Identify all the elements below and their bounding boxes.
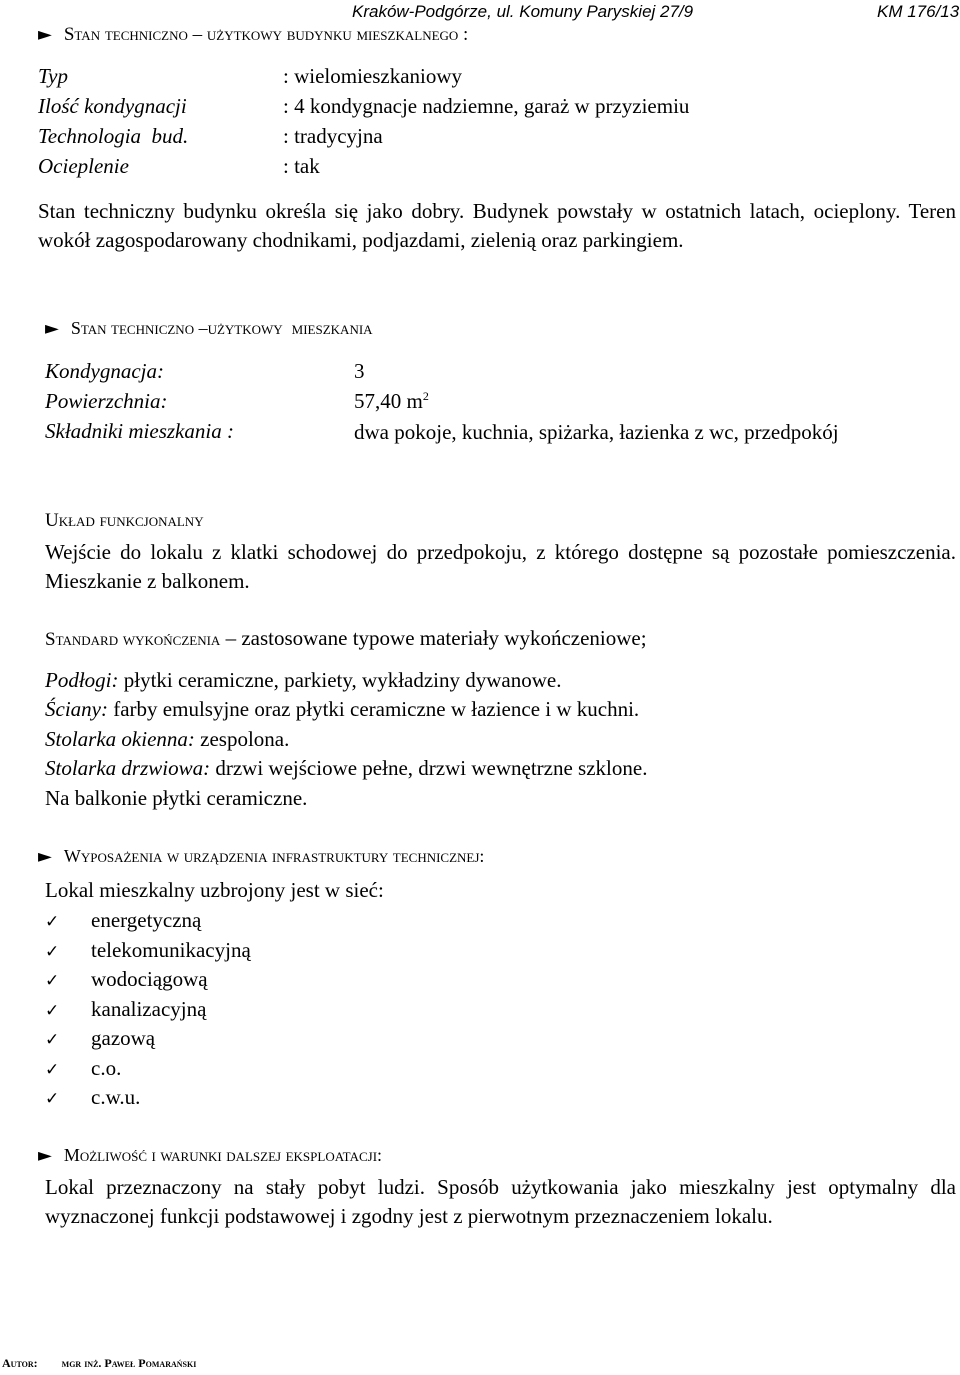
finish-item-value: płytki ceramiczne, parkiety, wykładziny dywanowe.: [118, 668, 562, 692]
building-row-value: : 4 kondygnacje nadziemne, garaż w przyziemiu: [283, 94, 690, 118]
finish-item-label: Ściany:: [45, 697, 108, 721]
building-row-label: Typ: [38, 64, 68, 88]
arrow-right-icon: ►: [38, 24, 52, 45]
list-item: [45, 965, 251, 995]
list-item: [45, 1024, 251, 1054]
finish-heading-label: Standard wykończenia: [45, 629, 221, 650]
layout-text: Wejście do lokalu z klatki schodowej do przedpokoju, z którego dostępne są pozostałe pomieszczenia. Mieszkanie z balkonem.: [45, 540, 956, 593]
arrow-right-icon: ►: [38, 1145, 52, 1166]
area-unit-sup: 2: [422, 389, 429, 403]
equipment-item: kanalizacyjną: [91, 996, 207, 1021]
equipment-item: c.o.: [91, 1055, 122, 1080]
equipment-item: wodociągową: [91, 967, 208, 991]
building-row-label: Technologia bud.: [38, 124, 189, 148]
list-item: [45, 936, 251, 966]
equipment-intro: Lokal mieszkalny uzbrojony jest w sieć:: [45, 878, 384, 902]
building-heading: [38, 24, 468, 46]
equipment-heading-text: Wyposażenia w urządzenia infrastruktury technicznej:: [63, 846, 485, 866]
exploitation-heading-text: Możliwość i warunki dalszej eksploatacji:: [63, 1145, 383, 1165]
finish-item: [45, 756, 647, 781]
equipment-item: c.w.u.: [91, 1085, 141, 1109]
author-name: mgr inż. Paweł Pomarański: [61, 1356, 197, 1370]
balcony-text: Na balkonie płytki ceramiczne.: [45, 786, 308, 810]
floor-value: 3: [354, 359, 365, 383]
area-value: [354, 389, 429, 414]
checkmark-icon: ✓: [45, 1000, 60, 1021]
header-ref: KM 176/13: [877, 2, 960, 21]
equipment-item: telekomunikacyjną: [91, 937, 251, 962]
building-row-value: : tradycyjna: [283, 124, 383, 148]
building-row-label: Ocieplenie: [38, 154, 129, 178]
layout-heading: Układ funkcjonalny: [45, 510, 204, 531]
finish-item-label: Podłogi:: [45, 668, 119, 692]
checkmark-icon: ✓: [45, 971, 60, 991]
area-number: 57,40 m: [354, 389, 423, 413]
floor-label: Kondygnacja:: [45, 359, 164, 383]
building-row-label: Ilość kondygnacji: [38, 94, 187, 118]
building-description: Stan techniczny budynku określa się jako dobry. Budynek powstały w ostatnich latach, ocieplony. Teren wokół zagospodarowany chodnikami, podjazdami, zielenią oraz parkingiem.: [38, 199, 956, 252]
building-row-value: : tak: [283, 154, 320, 178]
author-label: Autor:: [2, 1356, 38, 1370]
list-item: [45, 995, 251, 1025]
components-label: Składniki mieszkania :: [45, 419, 234, 443]
arrow-right-icon: ►: [45, 318, 59, 339]
finish-item-label: Stolarka okienna:: [45, 727, 195, 751]
equipment-item: energetyczną: [91, 908, 202, 932]
list-item: [45, 906, 251, 936]
arrow-right-icon: ►: [38, 846, 52, 867]
checkmark-icon: ✓: [45, 1030, 60, 1050]
finish-item: [45, 727, 289, 752]
checkmark-icon: ✓: [45, 941, 60, 962]
apartment-heading-text: Stan techniczno –użytkowy mieszkania: [70, 318, 373, 338]
finish-item: [45, 668, 561, 693]
finish-item: [45, 697, 639, 722]
footer-author: [2, 1356, 196, 1371]
equipment-list: [45, 906, 251, 1113]
finish-heading: [45, 626, 647, 651]
checkmark-icon: ✓: [45, 1059, 60, 1080]
equipment-item: gazową: [91, 1026, 156, 1050]
apartment-heading: [45, 318, 373, 339]
finish-item-value: drzwi wejściowe pełne, drzwi wewnętrzne szklone.: [210, 756, 648, 780]
finish-item-value: farby emulsyjne oraz płytki ceramiczne w łazience i w kuchni.: [107, 697, 640, 721]
building-row-value: : wielomieszkaniowy: [283, 64, 463, 88]
list-item: [45, 1054, 251, 1084]
list-item: [45, 1083, 251, 1113]
finish-item-label: Stolarka drzwiowa:: [45, 756, 211, 780]
checkmark-icon: ✓: [45, 912, 60, 932]
equipment-heading: [38, 846, 484, 867]
checkmark-icon: ✓: [45, 1089, 60, 1109]
exploitation-text: Lokal przeznaczony na stały pobyt ludzi. Sposób użytkowania jako mieszkalny jest optymalny dla wyznaczonej funkcji podstawowej i zgodny jest z pierwotnym przeznaczeniem lokalu.: [45, 1175, 956, 1228]
finish-item-value: zespolona.: [194, 727, 290, 751]
exploitation-heading: [38, 1145, 382, 1166]
header-address: Kraków-Podgórze, ul. Komuny Paryskiej 27/9: [352, 2, 694, 21]
finish-heading-rest: – zastosowane typowe materiały wykończeniowe;: [220, 626, 647, 650]
components-value: dwa pokoje, kuchnia, spiżarka, łazienka z wc, przedpokój: [354, 420, 839, 444]
building-heading-text: Stan techniczno – użytkowy budynku mieszkalnego :: [63, 24, 469, 45]
area-label: Powierzchnia:: [45, 389, 168, 413]
